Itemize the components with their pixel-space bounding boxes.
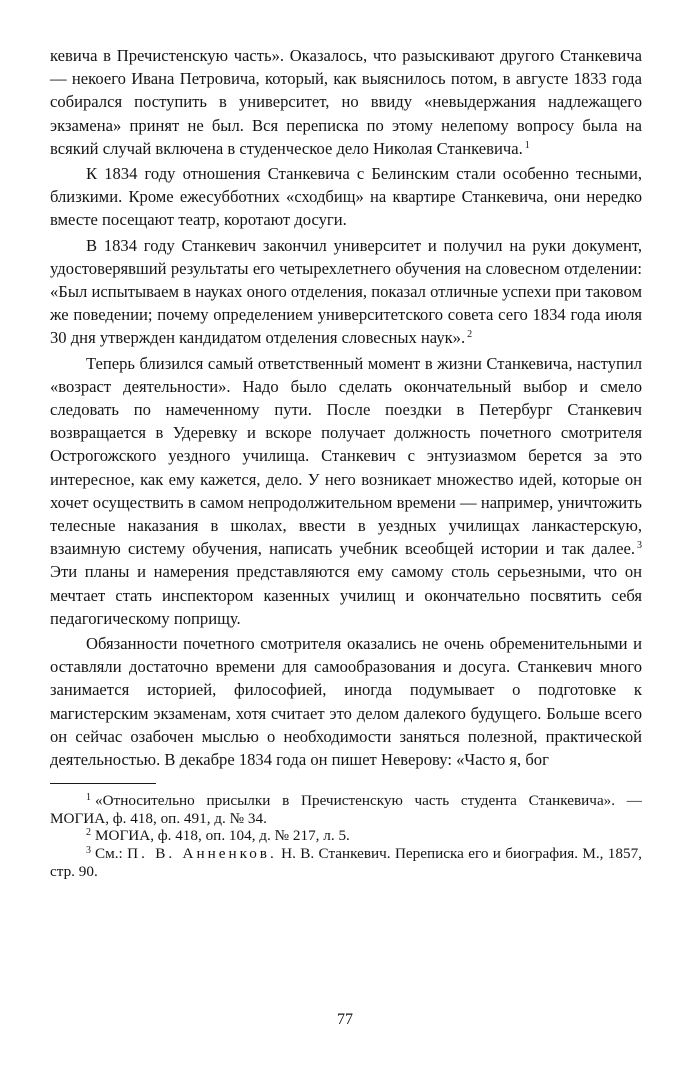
footnote-divider	[50, 783, 156, 784]
footnote-mark: 2	[86, 827, 91, 839]
paragraph	[50, 44, 642, 160]
page-body	[50, 44, 642, 880]
footnote	[50, 845, 642, 880]
footnote-prefix: См.:	[95, 845, 128, 863]
paragraph-text-continued: Эти планы и намерения представляются ему самому столь серьезными, что он мечтает стать инспектором казенных училищ и окончательно посвятить себя педагогическому поприщу.	[50, 562, 642, 628]
paragraph-text: Обязанности почетного смотрителя оказались не очень обременительными и оставляли достаточно времени для самообразования и досуга. Станкевич много занимается историей, философией, иногда подумывает о подготовке к магистерским экзаменам, хотя считает это делом далекого будущего. Больше всего он сейчас озабочен мыслью о необходимости заняться полезной, практической деятельностью. В декабре 1834 года он пишет Неверову: «Часто я, бог	[50, 634, 642, 770]
paragraph-text: В 1834 году Станкевич закончил университет и получил на руки документ, удостоверявший результаты его четырехлетнего обучения на словесном отделении: «Был испытываем в науках оного отделения, показал отличные успехи при таковом же поведении; почему определением университетского совета сего 1834 года июля 30 дня утвержден кандидатом отделения словесных наук».	[50, 235, 642, 348]
footnote-mark: 3	[86, 845, 91, 857]
page-number: 77	[337, 1011, 353, 1028]
footnote-reference[interactable]: 1	[524, 139, 530, 151]
footnote-text: Н. В. Станкевич. Переписка его и биография. М., 1857, стр. 90.	[50, 845, 642, 880]
footnote-mark: 1	[86, 792, 91, 804]
paragraph-text: К 1834 году отношения Станкевича с Белинским стали особенно тесными, близкими. Кроме ежесубботних «сходбищ» на квартире Станкевича, они нередко вместе посещают театр, коротают досуги.	[50, 164, 642, 230]
footnote	[50, 792, 642, 827]
paragraph	[50, 234, 642, 350]
footnote-author: П. В. Анненков.	[127, 845, 277, 863]
paragraph-text: кевича в Пречистенскую часть». Оказалось, что разыскивают другого Станкевича — некоего Ивана Петровича, который, как выяснилось потом, в августе 1833 года собирался поступить в университет, но ввиду «невыдержания надлежащего экзамена» принят не был. Вся переписка по этому нелепому вопросу была на всякий случай включена в студенческое дело Николая Станкевича.	[50, 46, 642, 158]
footnote-text: МОГИА, ф. 418, оп. 104, д. № 217, л. 5.	[95, 827, 350, 845]
footnote-reference[interactable]: 3	[637, 540, 642, 552]
footnote	[50, 827, 642, 845]
paragraph	[50, 162, 642, 232]
paragraph	[50, 352, 642, 630]
paragraph-text: Теперь близился самый ответственный момент в жизни Станкевича, наступил «возраст деятельности». Надо было сделать окончательный выбор и смело следовать по намеченному пути. После поездки в Петербург Станкевич возвращается в Удеревку и вскоре получает должность почетного смотрителя Острогожского уездного училища. Станкевич с энтузиазмом берется за это интересное, как ему кажется, дело. У него возникает множество идей, которые он хочет осуществить в самом непродолжительном времени — например, уничтожить телесные наказания в школах, ввести в уездных училищах ланкастерскую, взаимную систему обучения, написать учебник всеобщей истории и так далее.	[50, 353, 642, 559]
paragraph	[50, 632, 642, 771]
footnote-reference[interactable]: 2	[467, 329, 473, 341]
footnote-text: «Относительно присылки в Пречистенскую часть студента Станкевича». — МОГИА, ф. 418, оп. 491, д. № 34.	[50, 792, 642, 827]
